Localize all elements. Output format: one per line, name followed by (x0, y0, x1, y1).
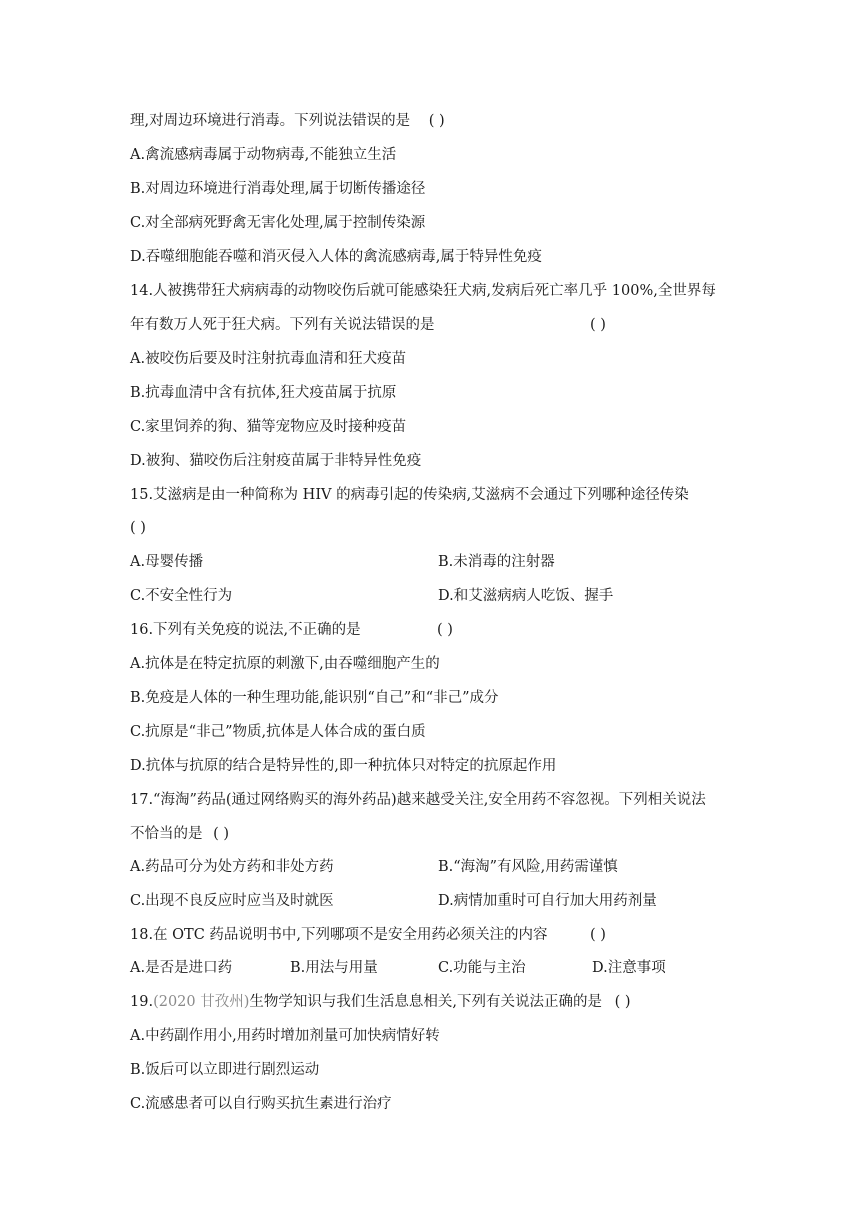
q18-option-d: D.注意事项 (592, 960, 666, 976)
q15-option-c: C.不安全性行为 (130, 588, 233, 604)
q19-stem-text: 生物学知识与我们生活息息相关,下列有关说法正确的是 (249, 994, 602, 1010)
q15-options-row2 (130, 586, 730, 606)
q16-stem-text: 16.下列有关免疫的说法,不正确的是 (130, 622, 361, 638)
q18-stem (130, 925, 730, 945)
q16-stem (130, 620, 730, 640)
q19-stem (130, 992, 631, 1012)
q15-answer-blank: ( ) (130, 520, 146, 536)
q16-option-c: C.抗原是“非己”物质,抗体是人体合成的蛋白质 (130, 724, 426, 740)
q13-option-a: A.禽流感病毒属于动物病毒,不能独立生活 (130, 147, 397, 163)
q18-options-row (130, 958, 730, 978)
q18-option-c: C.功能与主治 (438, 960, 526, 976)
q13-answer-blank: ( ) (428, 113, 445, 129)
q18-stem-text: 18.在 OTC 药品说明书中,下列哪项不是安全用药必须关注的内容 (130, 927, 548, 943)
q15-stem-line1: 15.艾滋病是由一种简称为 HIV 的病毒引起的传染病,艾滋病不会通过下列哪种途径传染 (130, 487, 689, 503)
q17-stem-line1: 17.“海淘”药品(通过网络购买的海外药品)越来越受关注,安全用药不容忽视。下列相关说法 (130, 792, 706, 808)
q18-option-a: A.是否是进口药 (130, 960, 233, 976)
q13-stem (130, 111, 445, 131)
q17-stem-line2 (130, 824, 229, 844)
q14-option-b: B.抗毒血清中含有抗体,狂犬疫苗属于抗原 (130, 385, 397, 401)
q18-option-b: B.用法与用量 (290, 960, 378, 976)
q13-option-b: B.对周边环境进行消毒处理,属于切断传播途径 (130, 181, 426, 197)
q19-source-tag: (2020 甘孜州) (153, 994, 250, 1010)
q15-option-d: D.和艾滋病病人吃饭、握手 (438, 588, 614, 604)
q17-option-c: C.出现不良反应时应当及时就医 (130, 893, 334, 909)
q14-option-d: D.被狗、猫咬伤后注射疫苗属于非特异性免疫 (130, 453, 422, 469)
q15-option-a: A.母婴传播 (130, 554, 204, 570)
q15-options-row1 (130, 552, 730, 572)
q15-option-b: B.未消毒的注射器 (438, 554, 555, 570)
q14-stem-line1: 14.人被携带狂犬病病毒的动物咬伤后就可能感染狂犬病,发病后死亡率几乎 100%,全世界每 (130, 283, 716, 299)
q14-option-c: C.家里饲养的狗、猫等宠物应及时接种疫苗 (130, 419, 407, 435)
q18-answer-blank: ( ) (590, 927, 606, 943)
q14-answer-blank: ( ) (590, 317, 606, 333)
q19-answer-blank: ( ) (614, 994, 631, 1010)
q19-option-c: C.流感患者可以自行购买抗生素进行治疗 (130, 1096, 392, 1112)
q16-option-b: B.免疫是人体的一种生理功能,能识别“自己”和“非己”成分 (130, 690, 499, 706)
q14-stem-text: 年有数万人死于狂犬病。下列有关说法错误的是 (130, 317, 435, 333)
q16-option-a: A.抗体是在特定抗原的刺激下,由吞噬细胞产生的 (130, 656, 440, 672)
q19-number: 19. (130, 994, 154, 1010)
q13-option-c: C.对全部病死野禽无害化处理,属于控制传染源 (130, 215, 426, 231)
q19-option-b: B.饭后可以立即进行剧烈运动 (130, 1062, 320, 1078)
q14-stem-line2 (130, 315, 730, 335)
q13-stem-text: 理,对周边环境进行消毒。下列说法错误的是 (130, 113, 411, 129)
q14-option-a: A.被咬伤后要及时注射抗毒血清和狂犬疫苗 (130, 351, 407, 367)
q17-option-b: B.“海淘”有风险,用药需谨慎 (438, 859, 618, 875)
q17-option-a: A.药品可分为处方药和非处方药 (130, 859, 334, 875)
q17-answer-blank: ( ) (213, 826, 230, 842)
q19-option-a: A.中药副作用小,用药时增加剂量可加快病情好转 (130, 1028, 440, 1044)
q13-option-d: D.吞噬细胞能吞噬和消灭侵入人体的禽流感病毒,属于特异性免疫 (130, 249, 542, 265)
q17-stem-text: 不恰当的是 (130, 826, 203, 842)
q17-option-d: D.病情加重时可自行加大用药剂量 (438, 893, 657, 909)
q17-options-row2 (130, 891, 730, 911)
q16-answer-blank: ( ) (437, 622, 453, 638)
q17-options-row1 (130, 857, 730, 877)
q16-option-d: D.抗体与抗原的结合是特异性的,即一种抗体只对特定的抗原起作用 (130, 758, 557, 774)
